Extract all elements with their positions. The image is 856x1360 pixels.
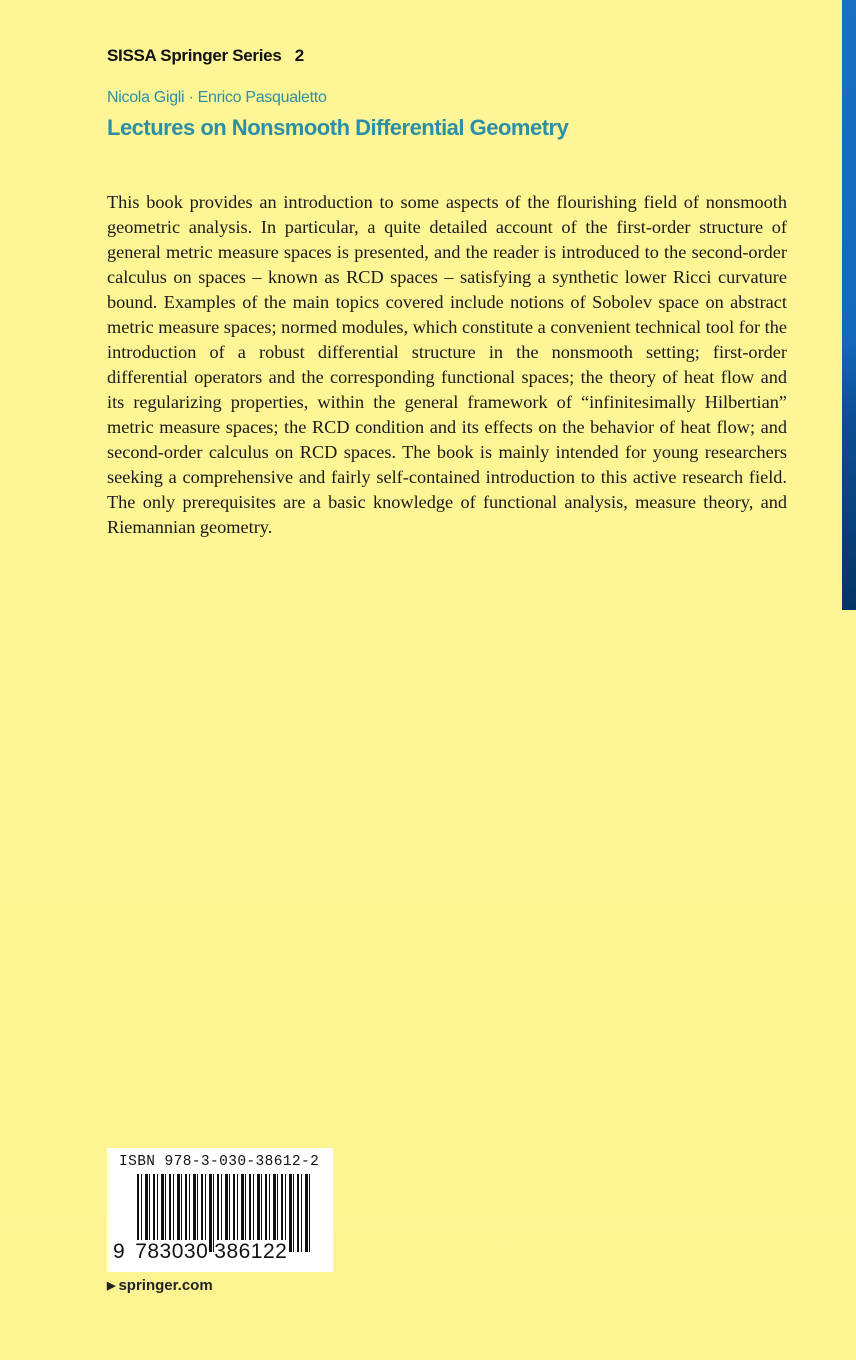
blurb-text: This book provides an introduction to some aspects of the flourishing field of nonsmooth geometric analysis. In particular, a quite detailed account of the first-order structure of general metric measure spaces is presented, and the reader is introduced to the second-order calculus on spaces – known as RCD spaces – satisfying a synthetic lower Ricci curvature bound. Examples of the main topics covered include notions of Sobolev space on abstract metric measure spaces; normed modules, which constitute a convenient technical tool for the introduction of a robust differential structure in the nonsmooth setting; first-order differential operators and the corresponding functional spaces; the theory of heat flow and its regularizing properties, within the general framework of “infinitesimally Hilbertian” metric measure spaces; the RCD condition and its effects on the behavior of heat flow; and second-order calculus on RCD spaces. The book is mainly intended for young researchers seeking a comprehensive and fairly self-contained introduction to this active research field. The only prerequisites are a basic knowledge of functional analysis, measure theory, and Riemannian geometry. [107,192,787,537]
book-title: Lectures on Nonsmooth Differential Geometry [107,115,569,140]
barcode-digits-left: 783030 [135,1240,209,1263]
website-label: springer.com [118,1277,213,1294]
authors: Nicola Gigli · Enrico Pasqualetto [107,89,327,106]
series-label: SISSA Springer Series 2 [107,46,304,65]
isbn-barcode [107,1148,333,1272]
barcode-digits-right: 386122 [214,1240,288,1263]
isbn-label: ISBN 978-3-030-38612-2 [119,1154,320,1170]
play-arrow-icon: ▶ [107,1280,116,1292]
barcode-digits [113,1240,287,1264]
spine-edge [842,0,856,610]
barcode-digit-first: 9 [113,1240,129,1263]
publisher-website [107,1277,213,1294]
